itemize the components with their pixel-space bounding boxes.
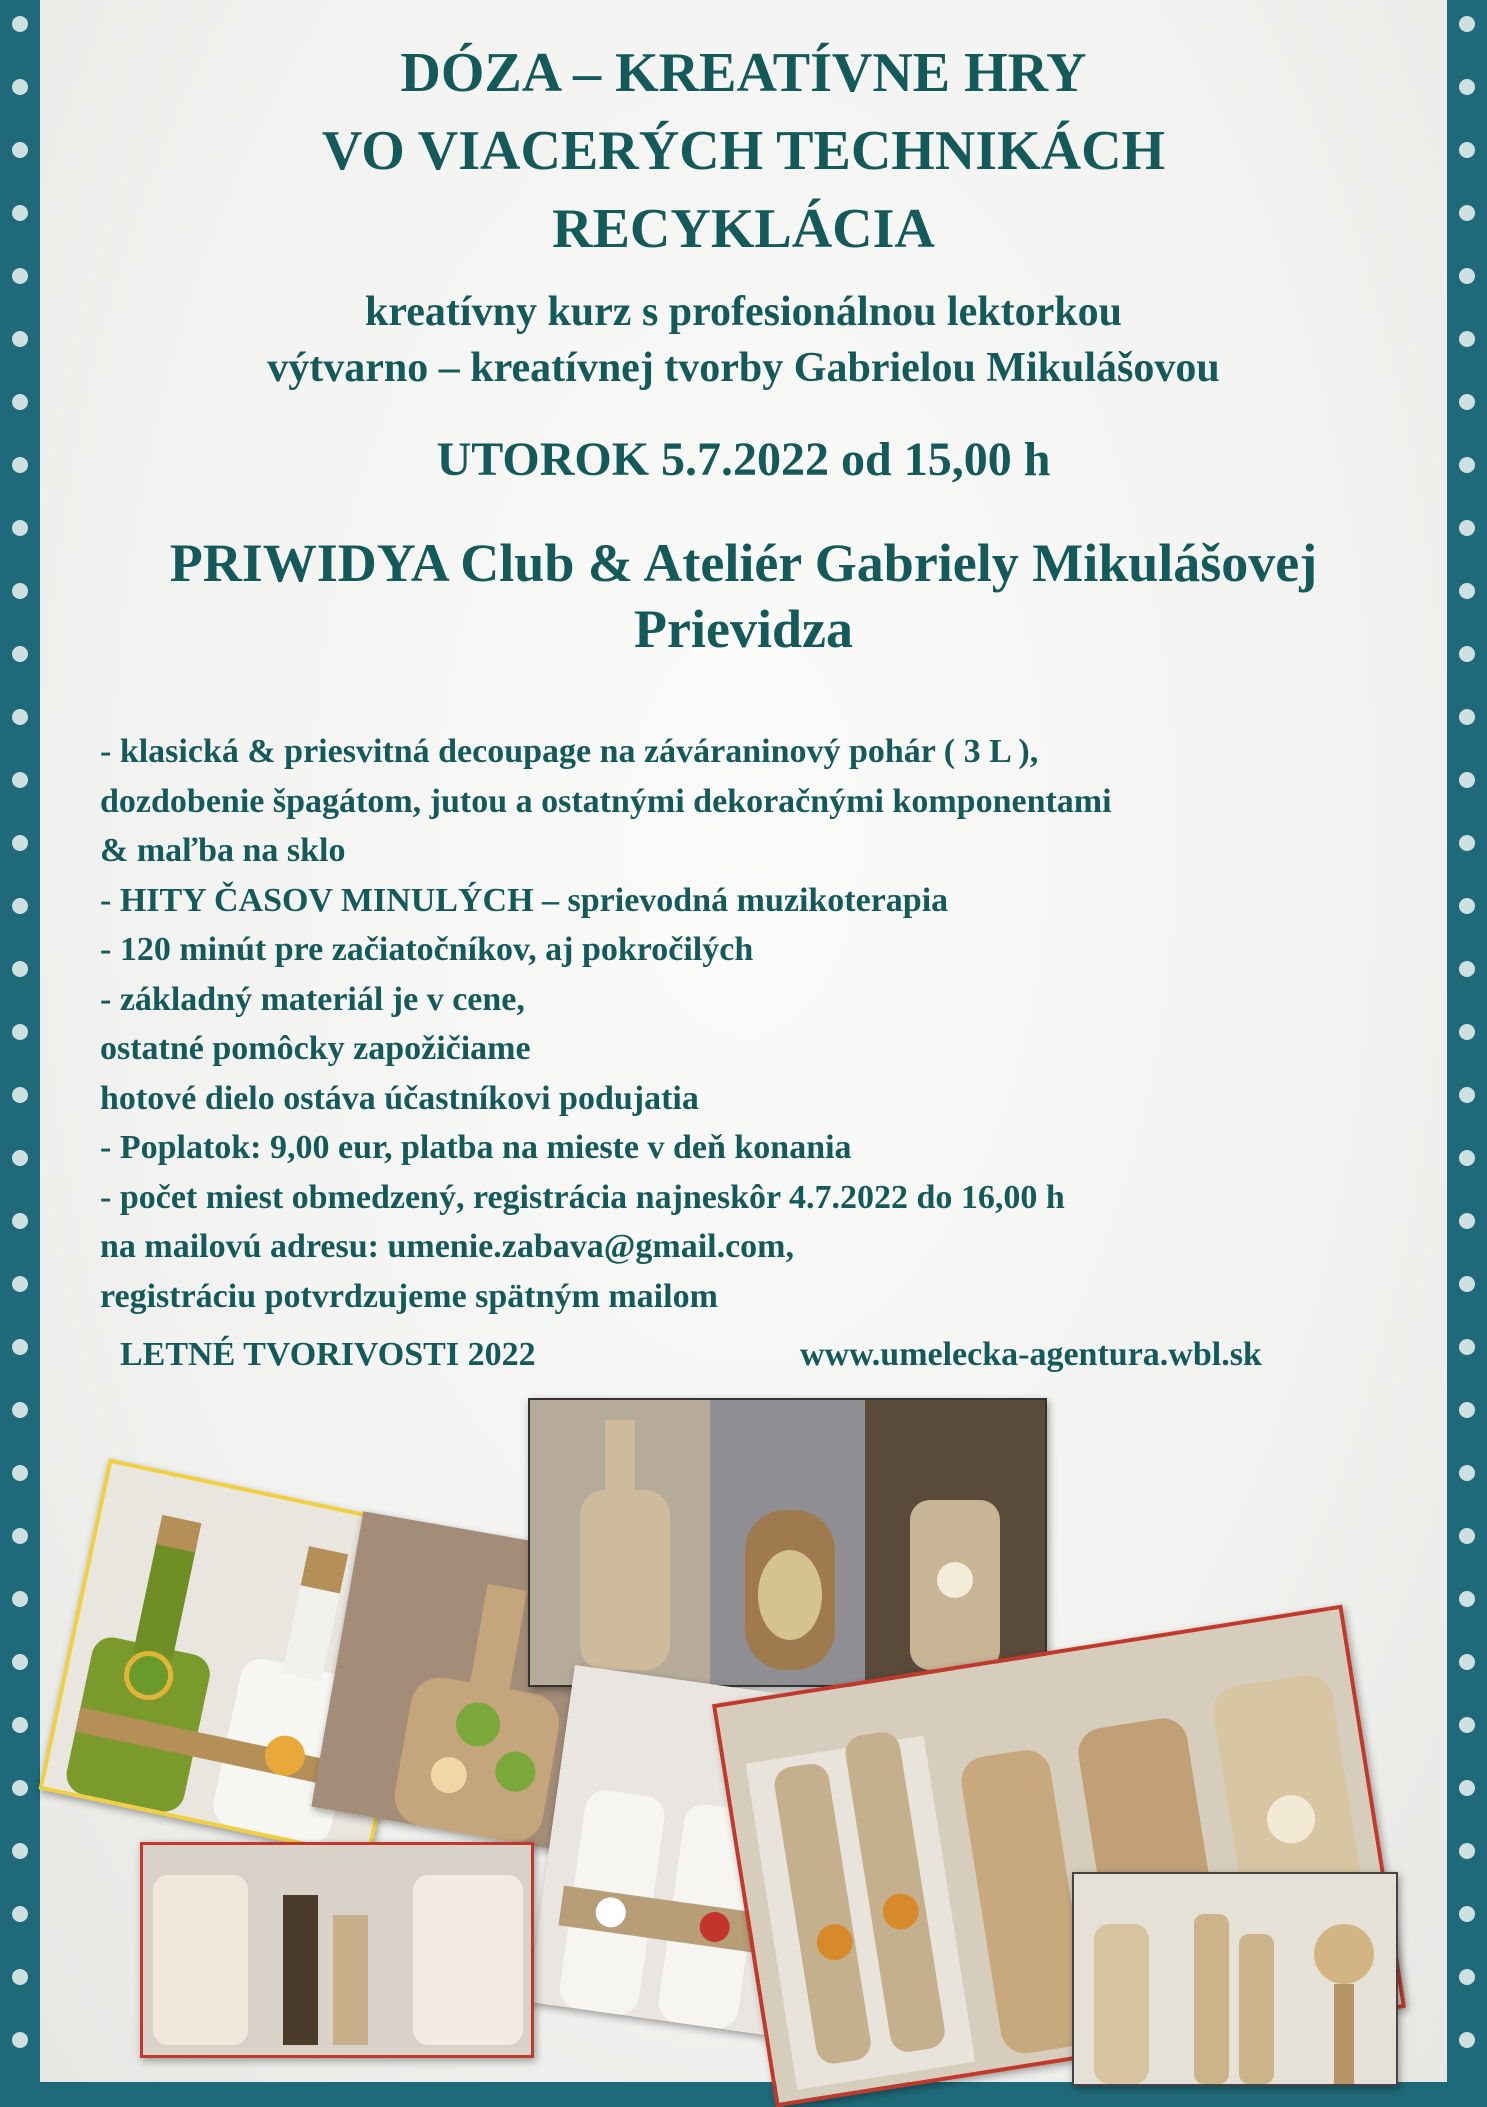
border-dot <box>12 1465 28 1481</box>
border-dot <box>12 772 28 788</box>
photo-three-bottles-top <box>528 1398 1047 1687</box>
subtitle-line-1: kreatívny kurz s profesionálnou lektorkou <box>365 289 1122 335</box>
border-dot <box>12 1969 28 1985</box>
border-dot <box>12 835 28 851</box>
border-dot <box>1459 2032 1475 2048</box>
border-dot <box>1459 1591 1475 1607</box>
border-dot <box>1459 772 1475 788</box>
border-dot <box>1459 394 1475 410</box>
event-venue <box>0 530 1487 662</box>
description-line: - počet miest obmedzený, registrácia najneskôr 4.7.2022 do 16,00 h <box>100 1178 1065 1216</box>
border-dot <box>1459 1717 1475 1733</box>
venue-line-2: Prievidza <box>634 599 853 659</box>
description-line: - Poplatok: 9,00 eur, platba na mieste v deň konania <box>100 1129 852 1166</box>
subtitle-line-2: výtvarno – kreatívnej tvorby Gabrielou Mikulášovou <box>267 345 1220 391</box>
border-dot <box>12 1843 28 1859</box>
border-dot <box>1459 1465 1475 1481</box>
border-dot <box>1459 1150 1475 1166</box>
border-dot <box>1459 16 1475 32</box>
border-dot <box>1459 1339 1475 1355</box>
border-dot <box>1459 1024 1475 1040</box>
border-dot <box>12 1402 28 1418</box>
border-dot <box>12 1213 28 1229</box>
description-line: - klasická & priesvitná decoupage na záváraninový pohár ( 3 L ), <box>100 733 1039 770</box>
border-dot <box>12 1087 28 1103</box>
border-dot <box>1459 1969 1475 1985</box>
border-dot <box>12 1591 28 1607</box>
border-dot <box>12 1024 28 1040</box>
photo-decorated-jars <box>140 1842 534 2058</box>
border-dot <box>1459 709 1475 725</box>
footer-event-series: LETNÉ TVORIVOSTI 2022 <box>120 1336 536 1373</box>
border-dot <box>1459 961 1475 977</box>
border-dot <box>1459 1906 1475 1922</box>
description-line: - HITY ČASOV MINULÝCH – sprievodná muzikoterapia <box>100 881 949 919</box>
border-dot <box>12 709 28 725</box>
border-dot <box>12 961 28 977</box>
border-dot <box>12 1717 28 1733</box>
border-dot <box>1459 268 1475 284</box>
border-dot <box>1459 835 1475 851</box>
poster-subtitle <box>0 284 1487 396</box>
border-dot <box>1459 1780 1475 1796</box>
description-line: & maľba na sklo <box>100 832 346 869</box>
border-dot <box>1459 1654 1475 1670</box>
description-line: na mailovú adresu: umenie.zabava@gmail.com, <box>100 1228 794 1265</box>
border-dot <box>12 16 28 32</box>
description-line: ostatné pomôcky zapožičiame <box>100 1030 531 1067</box>
border-dot <box>1459 1528 1475 1544</box>
border-dot <box>12 1150 28 1166</box>
title-line-1: DÓZA – KREATÍVNE HRY <box>400 42 1087 104</box>
border-dot <box>12 1906 28 1922</box>
event-description <box>100 727 1112 1321</box>
border-dot <box>1459 1276 1475 1292</box>
border-dot <box>12 268 28 284</box>
border-dot <box>1459 1087 1475 1103</box>
border-dot <box>12 1339 28 1355</box>
border-dot <box>12 2032 28 2048</box>
event-date: UTOROK 5.7.2022 od 15,00 h <box>436 433 1051 486</box>
description-line: dozdobenie špagátom, jutou a ostatnými dekoračnými komponentami <box>100 782 1112 820</box>
poster-title <box>0 34 1487 268</box>
border-dot <box>12 1276 28 1292</box>
border-dot <box>1459 898 1475 914</box>
border-dot <box>12 1528 28 1544</box>
description-line: - 120 minút pre začiatočníkov, aj pokročilých <box>100 931 754 968</box>
photo-small-bottles <box>1072 1872 1398 2086</box>
description-line: - základný materiál je v cene, <box>100 980 525 1018</box>
title-line-3: RECYKLÁCIA <box>552 198 935 260</box>
border-dot <box>12 898 28 914</box>
border-dot <box>12 1780 28 1796</box>
border-dot <box>1459 1402 1475 1418</box>
footer-website-link[interactable]: www.umelecka-agentura.wbl.sk <box>800 1336 1262 1373</box>
border-dot <box>1459 1213 1475 1229</box>
description-line: hotové dielo ostáva účastníkovi podujatia <box>100 1079 699 1117</box>
border-dot <box>12 394 28 410</box>
description-line: registráciu potvrdzujeme spätným mailom <box>100 1277 718 1315</box>
venue-line-1: PRIWIDYA Club & Ateliér Gabriely Mikulášovej <box>169 533 1318 593</box>
border-dot <box>1459 1843 1475 1859</box>
border-dot <box>12 1654 28 1670</box>
title-line-2: VO VIACERÝCH TECHNIKÁCH <box>321 120 1166 182</box>
